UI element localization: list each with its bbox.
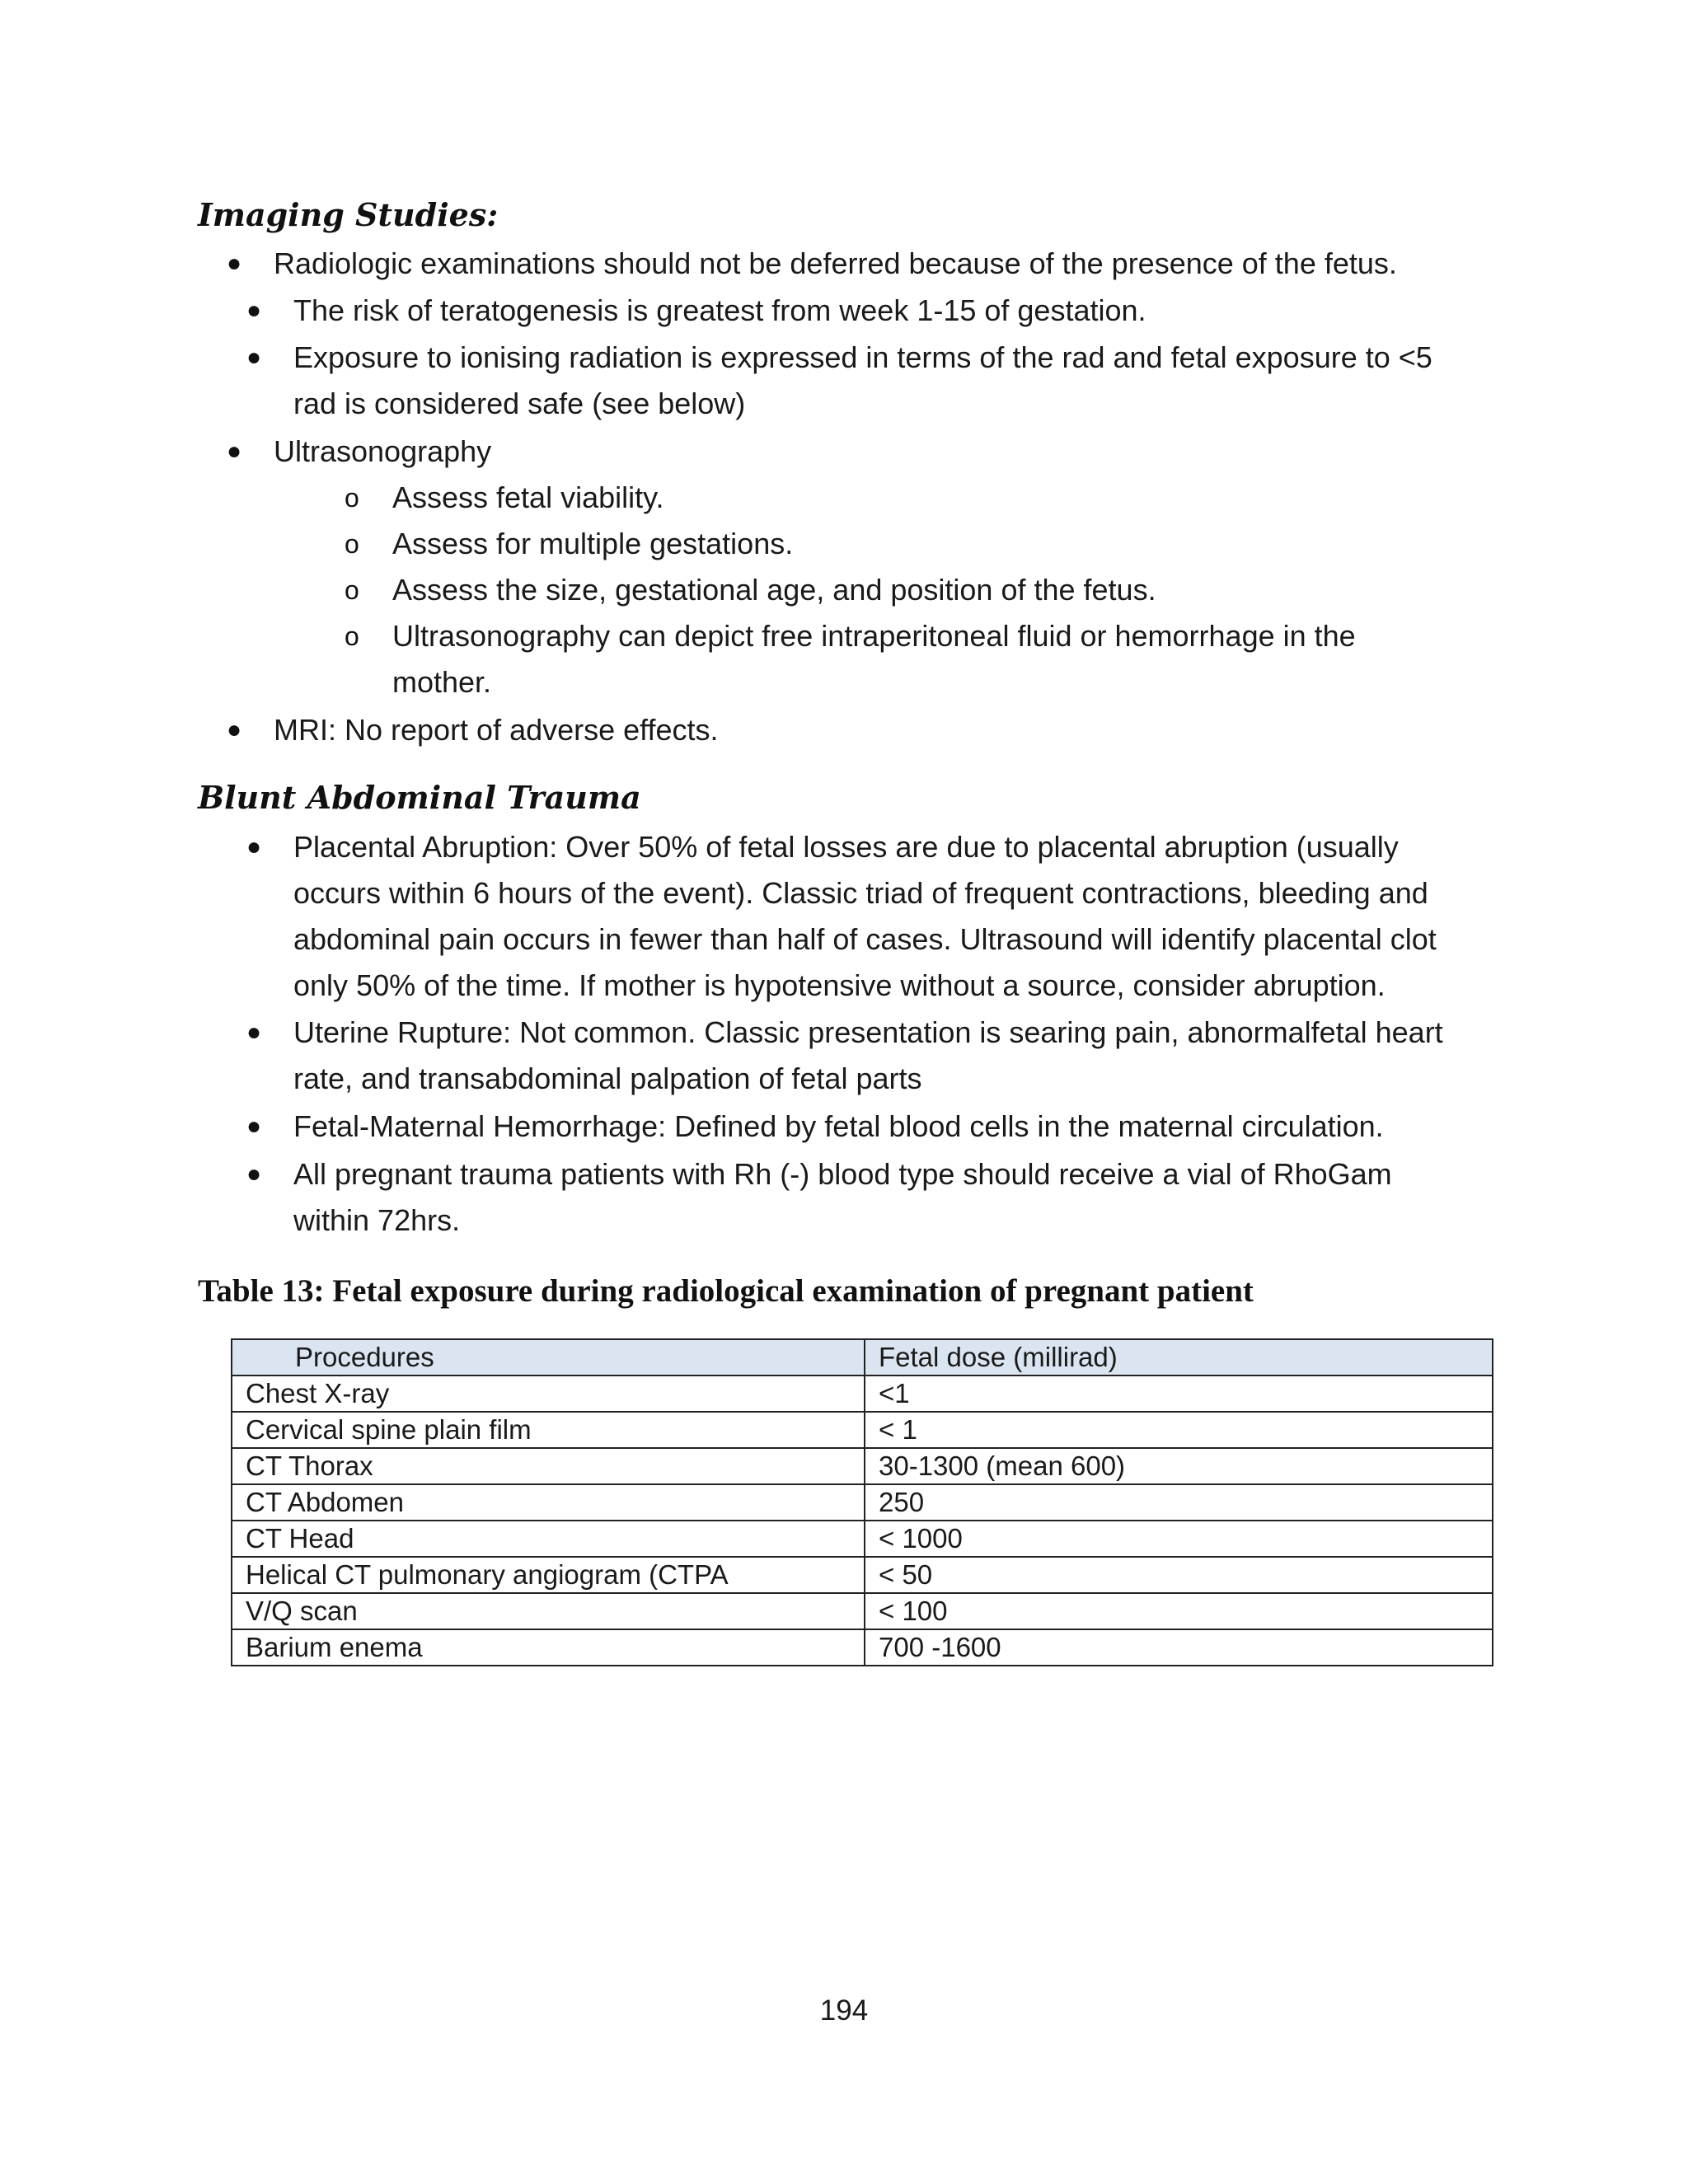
list-item: MRI: No report of adverse effects. — [274, 713, 719, 747]
bullet-icon: ● — [246, 1160, 262, 1188]
sub-list-item: Ultrasonography can depict free intraperitoneal fluid or hemorrhage in the — [392, 619, 1356, 653]
bullet-icon: ● — [246, 833, 262, 860]
table-row — [232, 1521, 1493, 1557]
list-item: Exposure to ionising radiation is expressed in terms of the rad and fetal exposure to <5 — [293, 340, 1432, 374]
bullet-icon: ● — [246, 344, 262, 371]
list-item: Ultrasonography — [274, 434, 492, 468]
sub-list-item-continuation: mother. — [392, 665, 492, 699]
dose-cell: < 50 — [865, 1557, 1493, 1593]
table-title: Table 13: Fetal exposure during radiological examination of pregnant patient — [198, 1273, 1254, 1309]
dose-cell: < 100 — [865, 1593, 1493, 1629]
list-item: All pregnant trauma patients with Rh (-) blood type should receive a vial of RhoGam — [293, 1157, 1392, 1191]
sub-list-item: Assess the size, gestational age, and position of the fetus. — [392, 573, 1156, 607]
procedure-cell: Barium enema — [232, 1629, 865, 1666]
dose-cell: <1 — [865, 1376, 1493, 1412]
list-item-continuation: only 50% of the time. If mother is hypotensive without a source, consider abruption. — [293, 968, 1386, 1002]
circle-bullet-icon: o — [345, 575, 359, 605]
table-row — [232, 1412, 1493, 1448]
procedure-cell: V/Q scan — [232, 1593, 865, 1629]
dose-cell: 700 -1600 — [865, 1629, 1493, 1666]
dose-cell: < 1000 — [865, 1521, 1493, 1557]
list-item-continuation: rate, and transabdominal palpation of fetal parts — [293, 1062, 922, 1095]
bullet-icon: ● — [246, 297, 262, 324]
bullet-icon: ● — [246, 1113, 262, 1140]
list-item-continuation: occurs within 6 hours of the event). Classic triad of frequent contractions, bleeding and — [293, 876, 1428, 910]
procedure-cell: CT Head — [232, 1521, 865, 1557]
table-row — [232, 1557, 1493, 1593]
dose-cell: 30-1300 (mean 600) — [865, 1448, 1493, 1484]
list-item: Uterine Rupture: Not common. Classic presentation is searing pain, abnormalfetal heart — [293, 1015, 1443, 1049]
dose-cell: 250 — [865, 1484, 1493, 1521]
list-item: Placental Abruption: Over 50% of fetal losses are due to placental abruption (usually — [293, 830, 1399, 864]
column-header: Procedures — [232, 1339, 865, 1376]
blunt-trauma-heading: Blunt Abdominal Trauma — [198, 779, 641, 816]
table-row — [232, 1448, 1493, 1484]
sub-list-item: Assess fetal viability. — [392, 480, 664, 514]
imaging-studies-heading: Imaging Studies: — [198, 196, 499, 233]
column-header: Fetal dose (millirad) — [865, 1339, 1493, 1376]
table-row — [232, 1484, 1493, 1521]
procedure-cell: Helical CT pulmonary angiogram (CTPA — [232, 1557, 865, 1593]
circle-bullet-icon: o — [345, 621, 359, 651]
table-row — [232, 1629, 1493, 1666]
circle-bullet-icon: o — [345, 483, 359, 513]
sub-list-item: Assess for multiple gestations. — [392, 527, 794, 560]
bullet-icon: ● — [246, 1019, 262, 1046]
procedure-cell: CT Abdomen — [232, 1484, 865, 1521]
dose-cell: < 1 — [865, 1412, 1493, 1448]
procedure-cell: Cervical spine plain film — [232, 1412, 865, 1448]
procedure-cell: CT Thorax — [232, 1448, 865, 1484]
list-item: Fetal-Maternal Hemorrhage: Defined by fetal blood cells in the maternal circulation. — [293, 1109, 1384, 1143]
list-item: Radiologic examinations should not be deferred because of the presence of the fetus. — [274, 246, 1397, 280]
bullet-icon: ● — [227, 438, 242, 465]
fetal-dose-table — [231, 1338, 1493, 1666]
bullet-icon: ● — [227, 250, 242, 277]
list-item: The risk of teratogenesis is greatest from week 1-15 of gestation. — [293, 293, 1146, 327]
list-item-continuation: rad is considered safe (see below) — [293, 387, 746, 420]
list-item-continuation: abdominal pain occurs in fewer than half of cases. Ultrasound will identify placental clot — [293, 922, 1437, 956]
circle-bullet-icon: o — [345, 529, 359, 559]
table-row — [232, 1593, 1493, 1629]
page-number: 194 — [819, 1994, 869, 2027]
table-header-row — [232, 1339, 1493, 1376]
procedure-cell: Chest X-ray — [232, 1376, 865, 1412]
bullet-icon: ● — [227, 716, 242, 743]
list-item-continuation: within 72hrs. — [293, 1203, 461, 1237]
table-row — [232, 1376, 1493, 1412]
